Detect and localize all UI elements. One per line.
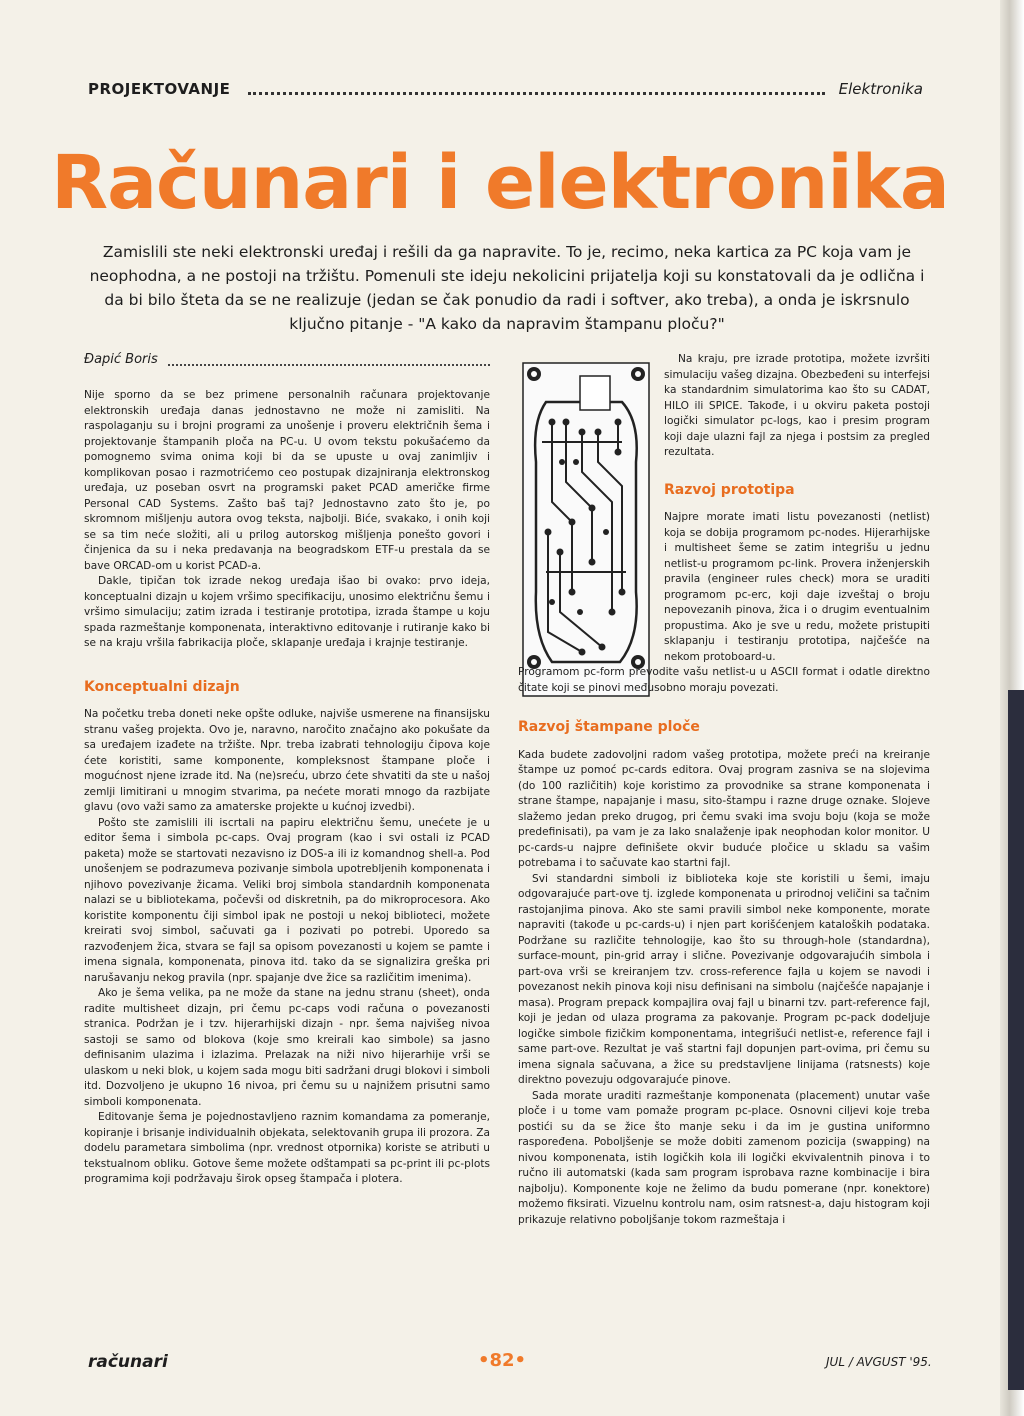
section-heading: Konceptualni dizajn <box>84 678 240 695</box>
paragraph: Na početku treba doneti neke opšte odluke, najviše usmerene na finansijsku stranu vašeg projekta. Ovo je, naravno, naročito značajno ako pokušate da sa uređajem izađete na tržište. Npr. treba izabrati tehnologiju čipova koje ćete koristiti, same komponente, kompleksnost štampane ploče i mogućnost njene izrade itd. Na (ne)sreću, ubrzo ćete shvatiti da ste u našoj zemlji limitirani u mnogim stvarima, pa nećete morati mnogo da razbijate glavu (ovo važi samo za amaterske projekte u kućnoj izvedbi). <box>84 708 490 813</box>
paragraph: Nije sporno da se bez primene personalnih računara projektovanje elektronskih uređaja danas jednostavno ne može ni zamisliti. Na raspolaganju su i brojni programi za unošenje i proveru električnih šema i projektovanje štampanih ploča na PC-u. U ovom tekstu pokušaćemo da pomognemo svima onima koji bi da se upuste u ovaj zanimljiv i komplikovan posao i razmotrićemo ceo postupak dizajniranja elektronskog uređaja, uz poseban osvrt na programski paket PCAD američke firme Personal CAD Systems. Zašto baš taj? Jednostavno zato što je, po skromnom mišljenju autora ovog teksta, najbolji. Biće, svakako, i onih koji se sa tim neće složiti, ali u prilog autorskog mišljenja ponešto govori i činjenica da su i neka predavanja na beogradskom ETF-u prestala da se bave ORCAD-om u korist PCAD-a. <box>84 389 490 572</box>
magazine-section-name: Elektronika <box>838 80 923 98</box>
paragraph: Programom pc-form prevodite vašu netlist-u u ASCII format i odatle direktno čitate koji se pinovi međusobno moraju povezati. <box>518 666 930 694</box>
section-heading: Razvoj prototipa <box>664 481 795 498</box>
next-page-edge <box>1008 690 1024 1390</box>
author-name: Đapić Boris <box>84 352 158 367</box>
footer-magazine-logo: računari <box>88 1352 168 1372</box>
paragraph: Na kraju, pre izrade prototipa, možete izvršiti simulaciju vašeg dizajna. Obezbeđeni su interfejsi ka standardnim simulatorima kao što su CADAT, HILO ili SPICE. Takođe, i u okviru paketa postoji logički simulator pc-logs, kao i presim program koji daje ulazni fajl za njega i postsim za pregled rezultata. <box>664 353 930 458</box>
section-name: PROJEKTOVANJE <box>88 80 231 98</box>
paragraph: Sada morate uraditi razmeštanje komponenata (placement) unutar vaše ploče i u tome vam pomaže program pc-place. Osnovni ciljevi koje treba postići su da se žice što manje seku i da im je gustina uniformno raspoređena. Poboljšenje se može dobiti zamenom pozicija (swapping) na nivou komponenata, istih logičkih kola ili logički ekvivalentnih pinova i to ručno ili automatski (kada sam program isprobava razne kombinacije i bira najbolju). Komponente koje ne želimo da budu pomerane (npr. konektore) možemo fiksirati. Vizuelnu kontrolu nam, osim ratsnest-a, daju histogram koji prikazuje relativno poboljšanje tokom razmeštaja i <box>518 1089 930 1226</box>
paragraph: Editovanje šema je pojednostavljeno raznim komandama za pomeranje, kopiranje i brisanje individualnih objekata, selektovanih grupa ili prozora. Za dodelu parametara simbolima (npr. vrednost otpornika) koriste se atributi u tekstualnom obliku. Gotove šeme možete odštampati sa pc-print ili pc-plots programima koji podržavaju širok opseg štampača i plotera. <box>84 1111 490 1185</box>
paragraph: Kada budete zadovoljni radom vašeg prototipa, možete preći na kreiranje štampe uz pomoć pc-cards editora. Ovaj program zasniva se na slojevima (do 100 različitih) koje koristimo za provodnike sa strane komponenata i strane štampe, napajanje i masu, sito-štampu i razne druge oznake. Slojeve slažemo jedan preko drugog, pri čemu svaki ima svoju boju (koja se može predefinisati), pa vam je za lako snalaženje ipak neophodan kolor monitor. U pc-cards-u najpre definišete okvir buduće pločice u skladu sa vašim potrebama i to sačuvate kao startni fajl. <box>518 748 930 869</box>
page-header <box>88 80 923 106</box>
section-heading: Razvoj štampane ploče <box>518 719 700 735</box>
paragraph: Ako je šema velika, pa ne može da stane na jednu stranu (sheet), onda radite multisheet dizajn, pri čemu pc-caps vodi računa o povezanosti stranica. Podržan je i tzv. hijerarhijski dizajn - npr. šema najvišeg nivoa sastoji se samo od blokova (koje smo kreirali kao simbole) sa jasno definisanim ulazima i izlazima. Prelazak na niži nivo hijerarhije vrši se ulaskom u neki blok, u kojem sada mogu biti sadržani drugi blokovi i simboli itd. Dozvoljeno je ukupno 16 nivoa, pri čemu su u najnižem prisutni samo simboli komponenata. <box>84 987 490 1108</box>
article-title: Računari i elektronika <box>51 140 949 226</box>
paragraph: Dakle, tipičan tok izrade nekog uređaja išao bi ovako: prvo ideja, konceptualni dizajn u kojem vršimo specifikaciju, unosimo električnu šemu i vršimo simulaciju; zatim izrada i testiranje prototipa, izrada štampe u koju spada razmeštanje komponenata, interaktivno editovanje i rutiranje kako bi se na kraju vršila fabrikacija ploče, sklapanje uređaja i krajnje testiranje. <box>84 575 490 649</box>
paragraph: Svi standardni simboli iz biblioteka koje ste koristili u šemi, imaju odgovarajuće part-ove tj. izglede komponenata u prirodnoj veličini sa tačnim rastojanjima pinova. Ako ste sami pravili simbol neke komponente, morate napraviti (takođe u pc-cards-u) i njen part korišćenjem kataloških podataka. Podržane su različite tehnologije, kao što su through-hole (standardna), surface-mount, pin-grid array i slične. Povezivanje odgovarajućih simbola i part-ova vrši se kreiranjem tzv. cross-reference fajla u kojem se navodi i povezanost nekih pinova koji nisu definisani na simbolu (najčešće napajanje i masa). Program prepack kompajlira ovaj fajl u binarni tzv. part-reference fajl, koji je jedan od ulaza programa za pakovanje. Program pc-pack dodeljuje logičke simbole fizičkim komponentama, integrišući netlist-e, reference fajl i same part-ove. Rezultat je vaš startni fajl dopunjen part-ovima, pri čemu su imena signala sačuvana, a žice su predstavljene linijama (ratsnests) koje direktno povezuju odgovarajuće pinove. <box>518 872 930 1086</box>
left-column <box>84 388 490 1188</box>
issue-date: JUL / AVGUST '95. <box>826 1355 932 1369</box>
page-number: •82• <box>478 1350 527 1371</box>
paragraph: Najpre morate imati listu povezanosti (netlist) koja se dobija programom pc-nodes. Hijerarhijske i multisheet šeme se zatim integrišu u jednu netlist-u programom pc-link. Provera inženjerskih pravila (engineer rules check) mora se uraditi programom pc-erc, koji daje izveštaj o broju nepovezanih pinova, žica i o drugim eventualnim propustima. Ako je sve u redu, možete pristupiti sklapanju i testiranju prototipa, najčešće na nekom protoboard-u. <box>664 511 930 663</box>
article-lead: Zamislili ste neki elektronski uređaj i rešili da ga napravite. To je, recimo, neka kartica za PC koja vam je neophodna, a ne postoji na tržištu. Pomenuli ste ideju nekolicini prijatelja koji su konstatovali da je odlična i da bi bilo šteta da se ne realizuje (jedan se čak ponudio da radi i softver, ako treba), a onda je iskrsnulo ključno pitanje - "A kako da napravim štampanu ploču?" <box>89 243 925 333</box>
header-dotted-leader <box>248 82 825 95</box>
right-column <box>518 352 930 1228</box>
author-dotted-leader <box>168 356 490 366</box>
paragraph: Pošto ste zamislili ili iscrtali na papiru električnu šemu, unećete je u editor šema i simbola pc-caps. Ovaj program (kao i svi ostali iz PCAD paketa) može se startovati nezavisno iz DOS-a ili iz komandnog shell-a. Pod unošenjem se podrazumeva pozivanje simbola upotrebljenih komponenata i njihovo povezivanje žicama. Veliki broj simbola standardnih komponenata nalazi se u bibliotekama, počevši od diskretnih, pa do mikroprocesora. Ako koristite komponentu čiji simbol ipak ne postoji u nekoj biblioteci, možete kreirati svoj simbol, sačuvati ga i pozivati po potrebi. Uporedo sa razvođenjem žica, stvara se fajl sa opisom povezanosti u kojem se pamte i imena signala, komponenata, pinova itd. tako da se signalizira greška pri narušavanju nekog pravila (npr. spajanje dve žice sa različitim imenima). <box>84 816 490 984</box>
